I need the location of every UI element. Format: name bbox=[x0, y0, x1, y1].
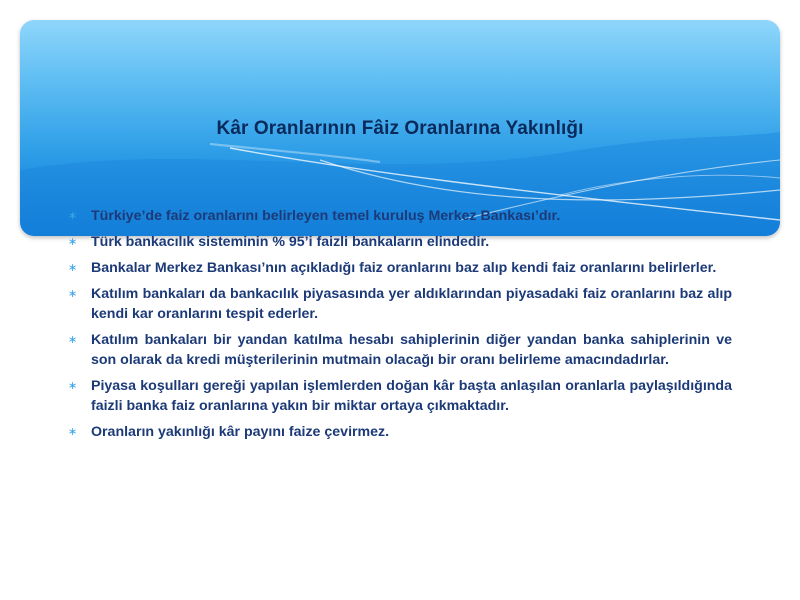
bullet-star-icon: ∗ bbox=[68, 210, 78, 222]
bullet-text: Katılım bankaları da bankacılık piyasasında yer aldıklarından piyasadaki faiz oranlarını baz alıp kendi kar oranlarını tespit ederler. bbox=[91, 286, 732, 322]
bullet-text: Oranların yakınlığı kâr payını faize çevirmez. bbox=[91, 424, 390, 440]
list-item bbox=[68, 376, 732, 416]
list-item bbox=[68, 284, 732, 324]
bullet-star-icon: ∗ bbox=[68, 288, 78, 300]
list-item bbox=[68, 330, 732, 370]
bullet-text: Piyasa koşulları gereği yapılan işlemlerden doğan kâr başta anlaşılan oranlarla paylaşıldığında faizli banka faiz oranlarına yakın bir miktar ortaya çıkmaktadır. bbox=[91, 378, 732, 414]
bullet-star-icon: ∗ bbox=[68, 262, 78, 274]
bullet-star-icon: ∗ bbox=[68, 380, 78, 392]
bullet-star-icon: ∗ bbox=[68, 426, 78, 438]
list-item bbox=[68, 206, 732, 226]
bullet-text: Türkiye’de faiz oranlarını belirleyen temel kuruluş Merkez Bankası’dır. bbox=[91, 208, 561, 224]
bullet-star-icon: ∗ bbox=[68, 236, 78, 248]
list-item bbox=[68, 422, 732, 442]
slide-title: Kâr Oranlarının Fâiz Oranlarına Yakınlığı bbox=[216, 118, 584, 139]
bullet-text: Katılım bankaları bir yandan katılma hesabı sahiplerinin diğer yandan banka sahiplerinin ve son olarak da kredi müşterilerinin mutmain olacağı bir oranı belirleme amacındadırlar. bbox=[91, 332, 732, 368]
bullet-text: Türk bankacılık sisteminin % 95’i faizli bankaların elindedir. bbox=[91, 234, 490, 250]
list-item bbox=[68, 232, 732, 252]
bullet-star-icon: ∗ bbox=[68, 334, 78, 346]
list-item bbox=[68, 258, 732, 278]
bullet-text: Bankalar Merkez Bankası’nın açıkladığı faiz oranlarını baz alıp kendi faiz oranlarını belirlerler. bbox=[91, 260, 717, 276]
bullet-list bbox=[68, 206, 732, 448]
